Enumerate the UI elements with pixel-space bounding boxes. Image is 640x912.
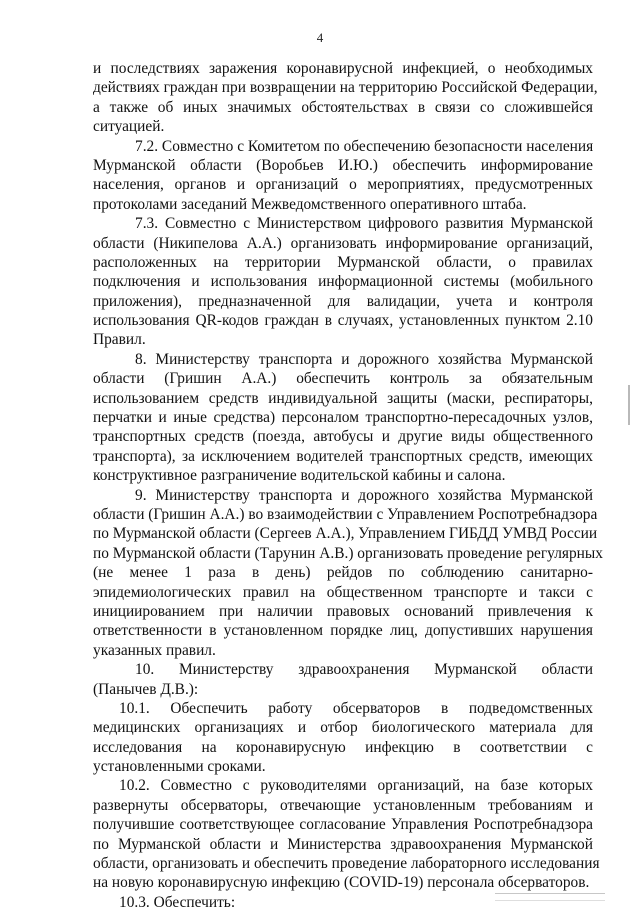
text-line: ответственности в установленном порядке лиц, допустивших нарушения: [93, 622, 593, 640]
paragraph-10-1-start: 10.1. Обеспечить работу обсерваторов в подведомственных: [119, 699, 593, 717]
text-line: области, организовать и обеспечить проведение лабораторного исследования: [93, 855, 600, 873]
text-line: области (Гришин А.А.) обеспечить контроль за обязательным: [93, 370, 593, 388]
text-line: населения, органов и организаций о мероприятиях, предусмотренных: [93, 176, 593, 194]
text-line: использования QR-кодов граждан в случаях, установленных пунктом 2.10: [93, 312, 593, 330]
text-line: установленными сроками.: [93, 758, 266, 776]
paragraph-10-3-start: 10.3. Обеспечить:: [119, 893, 236, 911]
text-line: а также об иных значимых обстоятельствах в связи со сложившейся: [93, 98, 593, 116]
text-line: получившие соответствующее согласование Управления Роспотребнадзора: [93, 816, 593, 834]
paragraph-10-2-start: 10.2. Совместно с руководителями организаций, на базе которых: [119, 777, 593, 795]
text-line: области (Никипелова А.А.) организовать информирование организаций,: [93, 234, 593, 252]
text-line: расположенных на территории Мурманской области, о правилах: [93, 253, 593, 271]
text-line: инициированием при наличии правовых оснований привлечения к: [93, 602, 593, 620]
text-line: эпидемиологических правил на общественном транспорте и такси с: [93, 583, 593, 601]
text-line: по Мурманской области (Сергеев А.А.), Управлением ГИБДД УМВД России: [93, 525, 598, 543]
text-line: приложения), предназначенной для валидации, учета и контроля: [93, 292, 593, 310]
text-line: медицинских организациях и отбор биологического материала для: [93, 719, 593, 737]
text-line: указанных правил.: [93, 641, 216, 659]
text-line: конструктивное разграничение водительской кабины и салона.: [93, 467, 506, 485]
text-line: по Мурманской области и Министерства здравоохранения Мурманской: [93, 835, 593, 853]
paragraph-7-2-start: 7.2. Совместно с Комитетом по обеспечению безопасности населения: [135, 137, 594, 155]
text-line: Мурманской области (Воробьев И.Ю.) обеспечить информирование: [93, 156, 593, 174]
paragraph-9-start: 9. Министерству транспорта и дорожного хозяйства Мурманской: [135, 486, 593, 504]
text-line: (Панычев Д.В.):: [93, 680, 199, 698]
text-line: и последствиях заражения коронавирусной инфекцией, о необходимых: [93, 60, 593, 77]
text-line: использованием средств индивидуальной защиты (маски, респираторы,: [93, 389, 593, 407]
scan-edge-mark: [628, 385, 630, 425]
page-number: 4: [316, 30, 324, 45]
text-line: действиях граждан при возвращении на территорию Российской Федерации,: [93, 79, 598, 97]
text-line: по Мурманской области (Тарунин А.В.) организовать проведение регулярных: [93, 544, 603, 562]
document-body: [93, 59, 603, 912]
text-line: протоколами заседаний Межведомственного оперативного штаба.: [93, 195, 527, 213]
text-line: ситуацией.: [93, 118, 165, 136]
scan-artifact: [495, 893, 605, 901]
text-line: подключения и использования информационной системы (мобильного: [93, 273, 593, 291]
paragraph-10-start: 10. Министерству здравоохранения Мурманской области: [135, 661, 593, 679]
text-line: развернуты обсерваторы, отвечающие установленным требованиям и: [93, 796, 593, 814]
paragraph-8-start: 8. Министерству транспорта и дорожного хозяйства Мурманской: [135, 350, 593, 368]
text-line: перчатки и иные средства) персоналом транспортно-пересадочных узлов,: [93, 409, 593, 427]
paragraph-7-3-start: 7.3. Совместно с Министерством цифрового развития Мурманской: [135, 215, 593, 233]
text-line: транспортных средств (поезда, автобусы и другие виды общественного: [93, 428, 593, 446]
text-line: на новую коронавирусную инфекцию (COVID-19) персонала обсерваторов.: [93, 874, 590, 892]
text-line: Правил.: [93, 331, 146, 349]
text-line: области (Гришин А.А.) во взаимодействии с Управлением Роспотребнадзора: [93, 505, 598, 523]
text-line: исследования на коронавирусную инфекцию в соответствии с: [93, 738, 593, 756]
text-line: (не менее 1 раза в день) рейдов по соблюдению санитарно-: [93, 564, 593, 582]
text-line: транспорта), за исключением водителей транспортных средств, имеющих: [93, 447, 593, 465]
